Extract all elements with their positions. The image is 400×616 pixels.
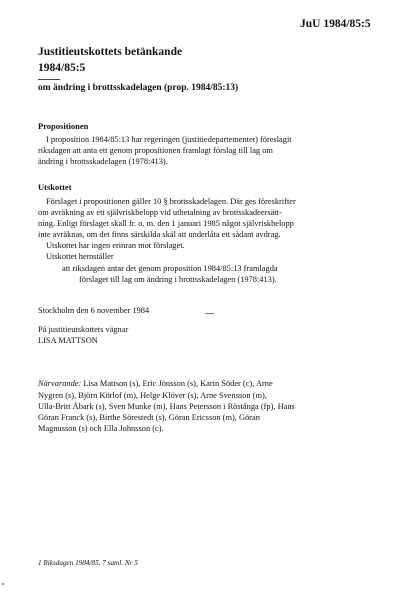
committee-paragraph-line: Förslaget i propositionen gäller 10 § brottsskadelagen. Där ges föreskrifter (46, 197, 296, 206)
place-and-date: Stockholm den 6 november 1984 (38, 306, 150, 315)
committee-paragraph-line: inte avräknas, om det finns särskilda skäl att underlåta ett sådant avdrag. (38, 230, 281, 239)
section-heading-proposition: Propositionen (38, 121, 89, 131)
report-title: Justitieutskottets betänkande (38, 46, 183, 58)
report-subject: om ändring i brottsskadelagen (prop. 1984/85:13) (38, 83, 239, 93)
title-rule (38, 79, 60, 80)
attendance-label: Närvarande: (38, 379, 82, 388)
section-heading-committee: Utskottet (38, 182, 72, 192)
committee-paragraph-line: ning. Enligt förslaget skall fr. o. m. den 1 januari 1985 något självriskbelopp (38, 219, 294, 228)
page-footnote: 1 Riksdagen 1984/85. 7 saml. Nr 5 (38, 559, 138, 567)
attendance-line (38, 378, 273, 389)
attendance-line: Ulla-Britt Åbark (s), Sven Munke (m), Hans Petersson i Röstånga (fp), Hans (38, 402, 295, 411)
resolution-line: att riksdagen antar det genom proposition 1984/85:13 framlagda (62, 264, 278, 273)
committee-paragraph-line: om avräkning av ett självriskbelopp vid utbetalning av brottsskadeersätt- (38, 208, 282, 217)
proposition-line: I proposition 1984/85:13 har regeringen (justitiedepartementet) föreslagit (46, 135, 292, 144)
attendance-line: Göran Franck (s), Birthe Sörestedt (s), Göran Ericsson (m), Göran (38, 413, 260, 422)
attendance-names: Lisa Mattson (s), Eric Jönsson (s), Karin Söder (c), Arne (81, 379, 273, 388)
document-id: JuU 1984/85:5 (300, 18, 371, 30)
committee-no-objection: Utskottet har ingen erinran mot förslaget. (46, 241, 185, 250)
proposition-line: riksdagen att anta ett genom propositionen framlagt förslag till lag om (38, 146, 273, 155)
on-behalf-line: På justitieutskottets vägnar (38, 325, 129, 334)
attendance-line: Magnusson (s) och Ella Johnsson (c). (38, 424, 164, 433)
committee-recommends: Utskottet hemställer (46, 252, 114, 261)
resolution-line: förslaget till lag om ändring i brottsskadelagen (1978:413). (79, 275, 277, 284)
stray-mark (205, 313, 214, 314)
signatory-name: LISA MATTSON (38, 336, 98, 345)
proposition-line: ändring i brottsskadelagen (1978:413). (38, 157, 168, 166)
attendance-line: Nygren (s), Björn Körlof (m), Helge Klöver (s), Arne Svensson (m), (38, 391, 267, 400)
edge-mark (2, 583, 4, 585)
report-number: 1984/85:5 (38, 62, 86, 74)
